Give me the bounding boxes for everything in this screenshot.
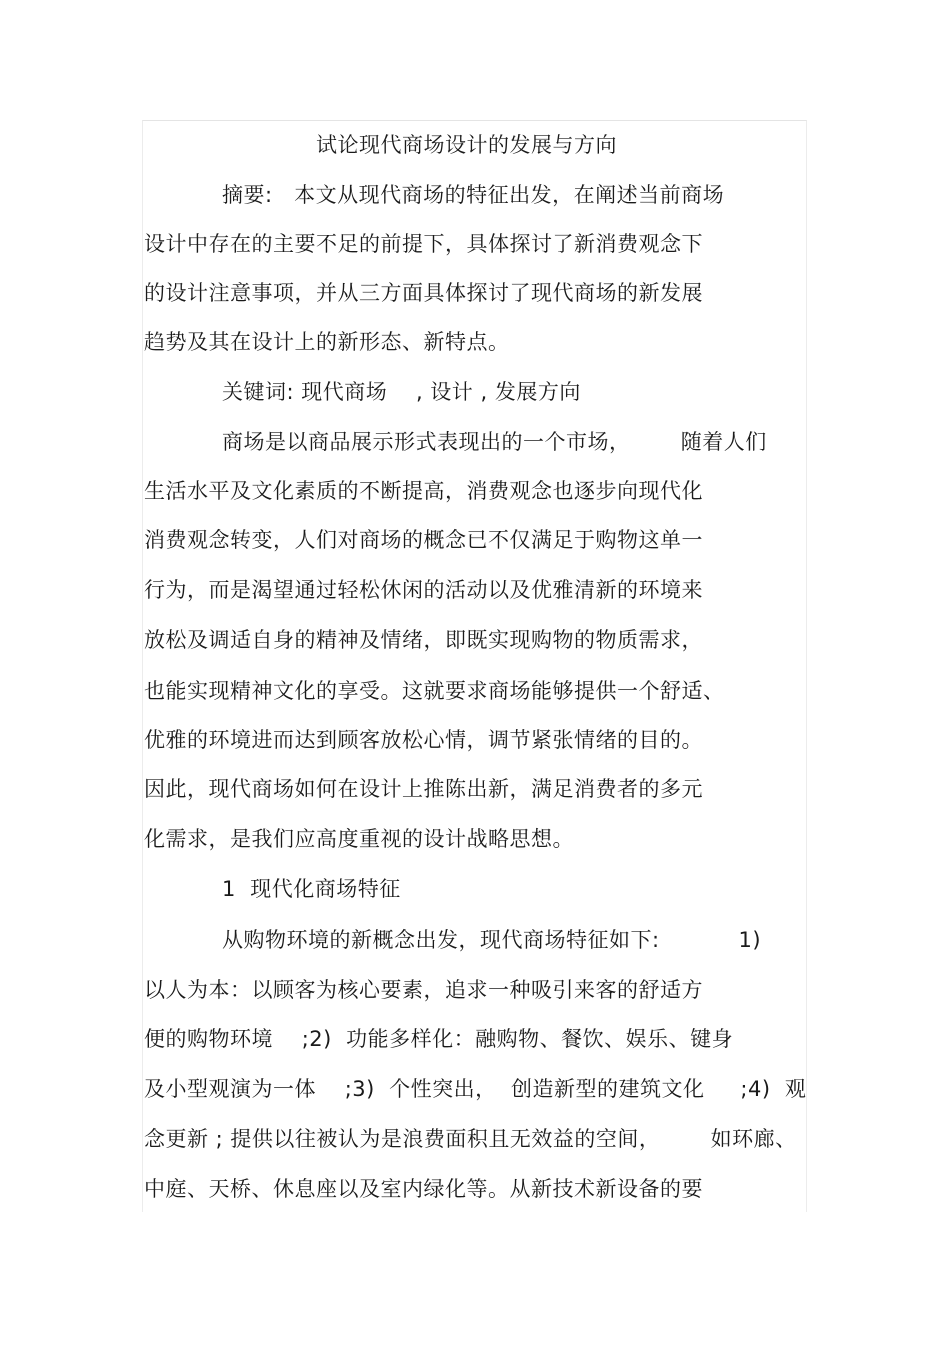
keywords-line: 关键词: 现代商场 , 设计 , 发展方向 [222,380,581,404]
section-1-line-1: 从购物环境的新概念出发，现代商场特征如下: 1) [222,928,762,952]
section-1-line-4: 及小型观演为一体 ;3) 个性突出， 创造新型的建筑文化 ;4) 观 [144,1077,807,1101]
intro-line-4: 行为，而是渴望通过轻松休闲的活动以及优雅清新的环境来 [144,578,703,602]
abstract-line-1: 摘要: 本文从现代商场的特征出发，在阐述当前商场 [222,183,725,207]
section-1-line-5: 念更新 ; 提供以往被认为是浪费面积且无效益的空间， 如环廊、 [144,1127,797,1151]
section-1-line-6: 中庭、天桥、休息座以及室内绿化等。从新技术新设备的要 [144,1177,703,1201]
intro-line-3: 消费观念转变，人们对商场的概念已不仅满足于购物这单一 [144,528,703,552]
section-1-line-2: 以人为本：以顾客为核心要素，追求一种吸引来客的舒适方 [144,978,703,1002]
document-title: 试论现代商场设计的发展与方向 [316,133,617,157]
intro-line-5: 放松及调适自身的精神及情绪，即既实现购物的物质需求， [144,628,703,652]
abstract-line-2: 设计中存在的主要不足的前提下，具体探讨了新消费观念下 [144,232,703,256]
intro-line-2: 生活水平及文化素质的不断提高，消费观念也逐步向现代化 [144,479,703,503]
section-1-heading: 1 现代化商场特征 [222,877,401,901]
intro-line-6: 也能实现精神文化的享受。这就要求商场能够提供一个舒适、 [144,679,725,703]
abstract-line-4: 趋势及其在设计上的新形态、新特点。 [144,330,510,354]
intro-line-1: 商场是以商品展示形式表现出的一个市场， 随着人们 [222,430,767,454]
section-1-line-3: 便的购物环境 ;2) 功能多样化：融购物、餐饮、娱乐、键身 [144,1027,734,1051]
abstract-line-3: 的设计注意事项，并从三方面具体探讨了现代商场的新发展 [144,281,703,305]
intro-line-9: 化需求，是我们应高度重视的设计战略思想。 [144,827,574,851]
intro-line-8: 因此，现代商场如何在设计上推陈出新，满足消费者的多元 [144,777,703,801]
intro-line-7: 优雅的环境进而达到顾客放松心情，调节紧张情绪的目的。 [144,728,703,752]
